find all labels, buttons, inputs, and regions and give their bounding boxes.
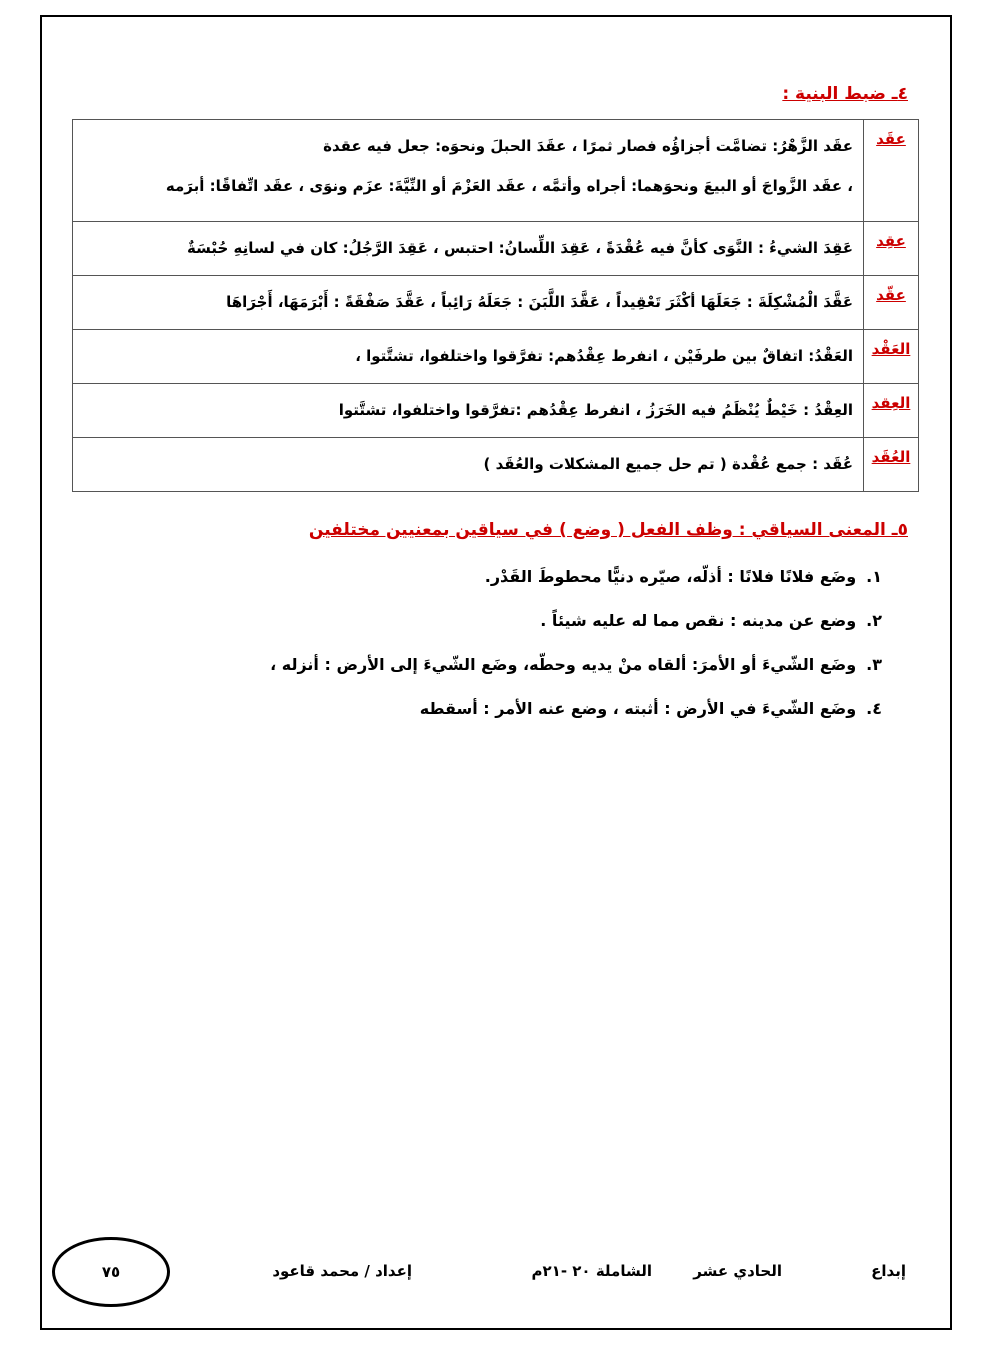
- root-definition: [73, 384, 864, 438]
- root-definition: [73, 330, 864, 384]
- footer-ibda: إبداع: [871, 1262, 906, 1280]
- page-number: ٧٥: [101, 1263, 121, 1281]
- table-row: [73, 384, 919, 438]
- root-word: عقَد: [864, 120, 919, 222]
- roots-table: [72, 119, 919, 492]
- root-definition: [73, 438, 864, 492]
- table-row: [73, 120, 919, 222]
- item-number: ١.: [866, 567, 882, 586]
- item-number: ٣.: [866, 655, 882, 674]
- definition-line: عَقِدَ الشيءُ : النَّوَى كأنَّ فيه عُقْدَةً ، عَقِدَ اللِّسانُ: احتبس ، عَقِدَ الرَّجُلُ: كان في لسانِهِ حُبْسَةٌ: [187, 239, 853, 257]
- root-definition: [73, 120, 864, 222]
- definition-line: ، عقَد الزَّواجَ أو البيعَ ونحوَهما: أجراه وأتمَّه ، عقَد العَزْمَ أو النِّيَّةَ: عزَم ونوَى ، عقَد اتِّفاقًا: أبرَمه: [165, 177, 853, 195]
- root-definition: [73, 276, 864, 330]
- meanings-list: [270, 557, 882, 733]
- root-definition: [73, 222, 864, 276]
- list-item: [270, 557, 882, 601]
- root-word: عقِد: [864, 222, 919, 276]
- footer-shamila: الشاملة ٢٠ -٢١م: [531, 1262, 652, 1280]
- definition-line: عقَد الزَّهْرُ: تضامَّت أجزاؤُه فصار ثمرًا ، عقَدَ الحبلَ ونحوَه: جعل فيه عقدة: [323, 137, 853, 155]
- item-number: ٤.: [866, 699, 882, 718]
- item-text: وضَع الشّيءَ أو الأمرَ: ألقاه منْ يديه وحطّه، وضَع الشّيءَ إلى الأرض : أنزله ،: [270, 655, 857, 674]
- item-text: وضَع الشّيءَ في الأرض : أثبته ، وضع عنه الأمر : أسقطه: [419, 699, 857, 718]
- definition-line: العِقْدُ : خَيْطٌ يُنْظَمُ فيه الخَرَزُ ، انفرط عِقْدُهم :تفرَّقوا واختلفوا، تشتَّتوا: [338, 401, 853, 419]
- root-word: العُقَد: [864, 438, 919, 492]
- root-word: عقّد: [864, 276, 919, 330]
- root-word: العَقْد: [864, 330, 919, 384]
- footer-grade: الحادي عشر: [693, 1262, 782, 1280]
- item-text: وضع عن مدينه : نقص مما له عليه شيئاً .: [540, 611, 857, 630]
- table-row: [73, 438, 919, 492]
- item-text: وضَع فلانًا فلانًا : أذلّه، صيّره دنيًّا محطوطَ القَدْر.: [484, 567, 857, 586]
- page-number-oval: [52, 1237, 170, 1307]
- list-item: [270, 645, 882, 689]
- section4-title: ٤ـ ضبط البنية :: [782, 84, 908, 104]
- table-row: [73, 276, 919, 330]
- definition-line: عَقَّدَ الْمُشْكِلَةَ : جَعَلَهَا أكْثَرَ تَعْقِيداً ، عَقَّدَ اللَّبَنَ : جَعَلَهُ رَائِباً ، عَقَّدَ صَفْقَةً : أَبْرَمَهَا، أَجْرَاهَا: [226, 293, 853, 311]
- definition-line: العَقْدُ: اتفاقٌ بين طرفَيْن ، انفرط عِقْدُهم: تفرَّقوا واختلفوا، تشتَّتوا ،: [355, 347, 853, 365]
- section5-title: ٥ـ المعنى السياقي : وظف الفعل ( وضع ) في سياقين بمعنيين مختلفين: [308, 520, 908, 540]
- list-item: [270, 601, 882, 645]
- root-word: العِقد: [864, 384, 919, 438]
- footer-author: إعداد / محمد قاعود: [272, 1262, 412, 1280]
- table-row: [73, 222, 919, 276]
- item-number: ٢.: [866, 611, 882, 630]
- table-row: [73, 330, 919, 384]
- definition-line: عُقَد : جمع عُقْدة ( تم حل جميع المشكلات والعُقَد ): [483, 455, 853, 473]
- list-item: [270, 689, 882, 733]
